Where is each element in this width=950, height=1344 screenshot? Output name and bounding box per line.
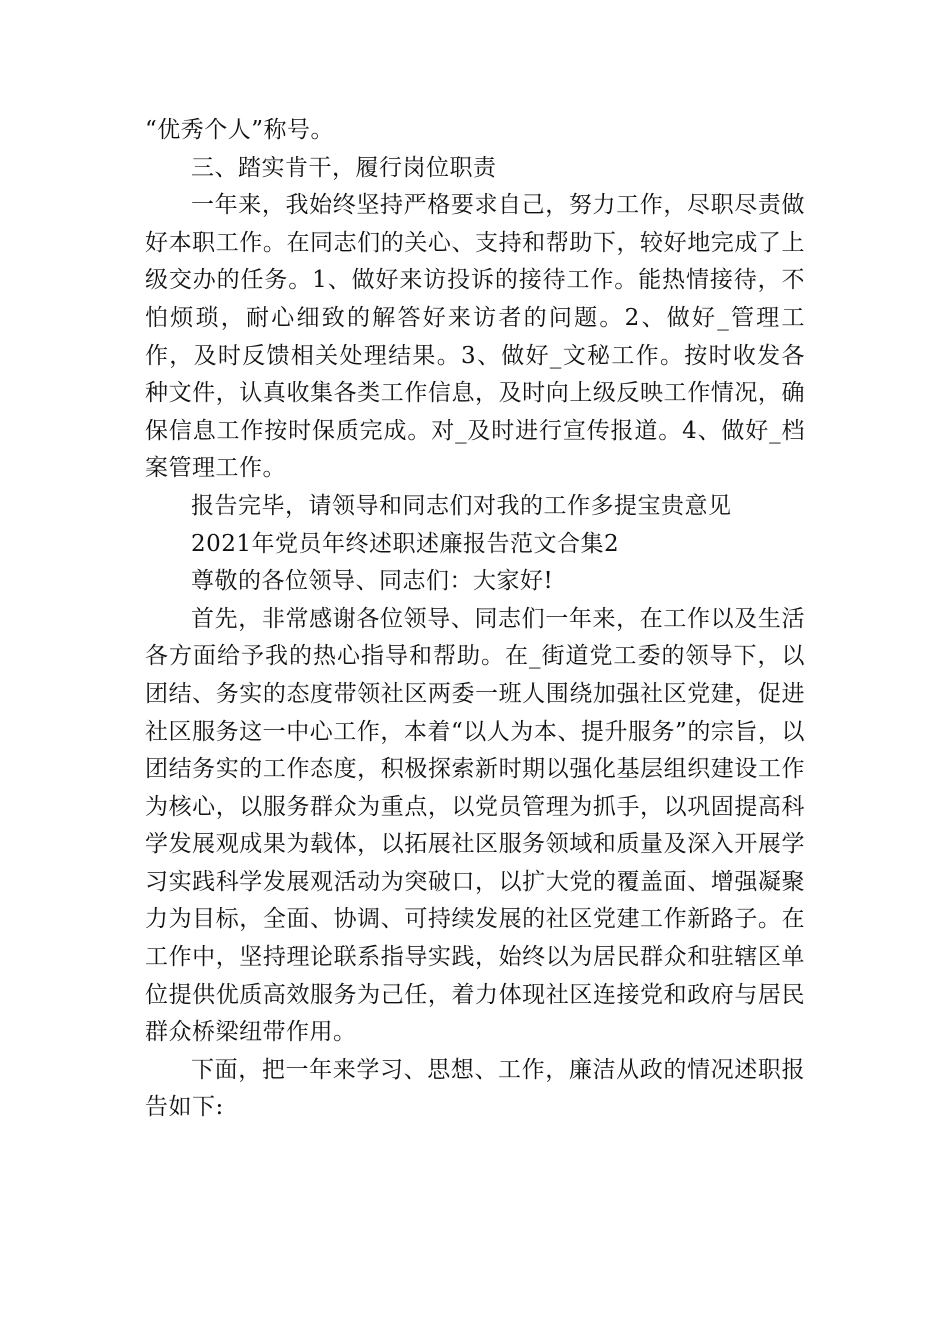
- document-body: [145, 112, 805, 1127]
- paragraph-closing: 报告完毕，请领导和同志们对我的工作多提宝贵意见: [191, 492, 732, 519]
- paragraph-transition: 下面，把一年来学习、思想、工作，廉洁从政的情况述职报告如下:: [145, 1056, 805, 1121]
- document-subtitle: 2021年党员年终述职述廉报告范文合集2: [191, 530, 620, 557]
- section-heading: 三、踏实肯干，履行岗位职责: [191, 154, 497, 181]
- paragraph-continuation: “优秀个人”称号。: [145, 117, 335, 143]
- paragraph-intro: 首先，非常感谢各位领导、同志们一年来，在工作以及生活各方面给予我的热心指导和帮助。在_街道党工委的领导下，以团结、务实的态度带领社区两委一班人围绕加强社区党建，促进社区服务这一中心工作，本着“以人为本、提升服务”的宗旨，以团结务实的工作态度，积极探索新时期以强化基层组织建设工作为核心，以服务群众为重点，以党员管理为抓手，以巩固提高科学发展观成果为载体，以拓展社区服务领域和质量及深入开展学习实践科学发展观活动为突破口，以扩大党的覆盖面、增强凝聚力为目标，全面、协调、可持续发展的社区党建工作新路子。在工作中，坚持理论联系指导实践，始终以为居民群众和驻辖区单位提供优质高效服务为己任，着力体现社区连接党和政府与居民群众桥梁纽带作用。: [145, 605, 805, 1046]
- salutation: 尊敬的各位领导、同志们：大家好!: [191, 568, 554, 595]
- paragraph-duties: 一年来，我始终坚持严格要求自己，努力工作，尽职尽责做好本职工作。在同志们的关心、支持和帮助下，较好地完成了上级交办的任务。1、做好来访投诉的接待工作。能热情接待，不怕烦琐，耐心细致的解答好来访者的问题。2、做好_管理工作，及时反馈相关处理结果。3、做好_文秘工作。按时收发各种文件，认真收集各类工作信息，及时向上级反映工作情况，确保信息工作按时保质完成。对_及时进行宣传报道。4、做好_档案管理工作。: [145, 192, 805, 482]
